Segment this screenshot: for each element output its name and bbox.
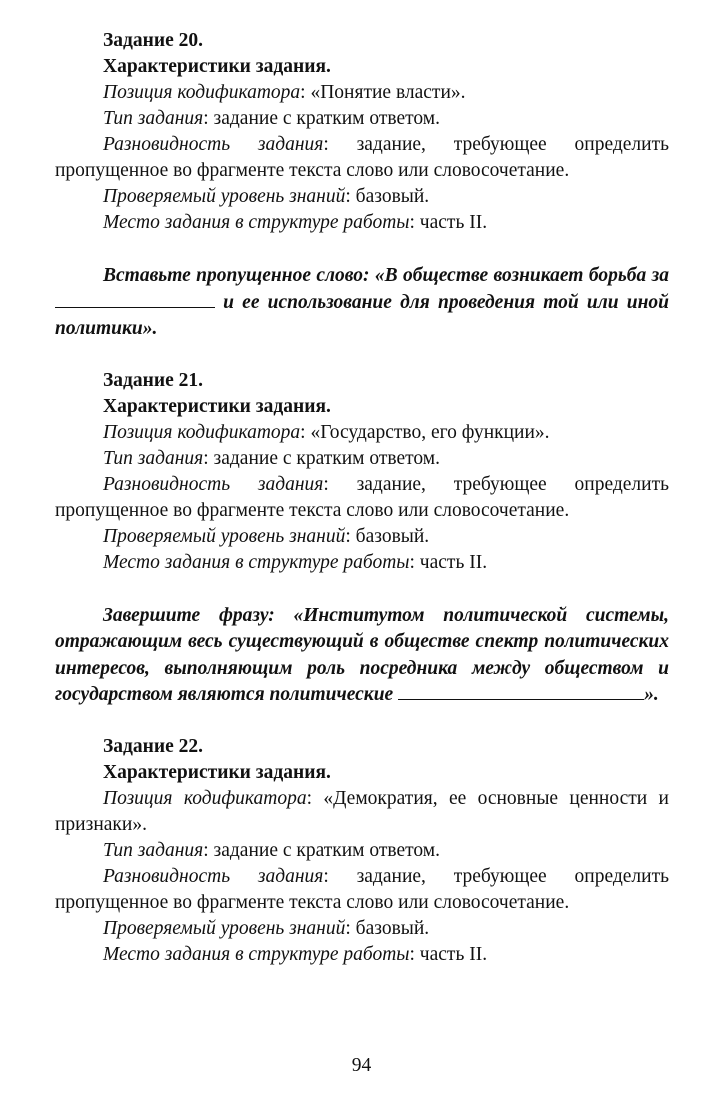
place-label: Место задания в структуре работы [103, 943, 410, 965]
task-20 [55, 28, 669, 343]
level-line [55, 916, 669, 942]
task-prompt [55, 603, 669, 709]
level-value: : базовый. [345, 186, 430, 207]
task-title: Задание 22. [103, 735, 204, 757]
place-value: : часть II. [409, 551, 488, 573]
answer-blank [398, 698, 644, 700]
type-value: : задание с кратким ответом. [203, 447, 441, 469]
level-label: Проверяемый уровень знаний [103, 186, 346, 207]
variety-line [55, 132, 669, 184]
task-title: Задание 20. [103, 30, 204, 51]
prompt-text-before: Вставьте пропущенное слово: «В обществе возникает борьба за [103, 265, 669, 286]
codifier-value: : «Понятие власти». [300, 82, 466, 103]
codifier-label: Позиция кодификатора [103, 787, 307, 809]
prompt-text-after: ». [644, 684, 659, 705]
type-line [55, 106, 669, 132]
type-label: Тип задания [103, 447, 204, 469]
codifier-label: Позиция кодификатора [103, 421, 301, 443]
characteristics-heading: Характеристики задания. [103, 56, 331, 77]
variety-line [55, 472, 669, 524]
level-line [55, 184, 669, 210]
codifier-value: : «Демократия, ее основные ценности и признаки». [55, 787, 669, 835]
type-value: : задание с кратким ответом. [203, 839, 441, 861]
variety-label: Разновидность задания [103, 134, 324, 155]
place-value: : часть II. [409, 212, 488, 233]
type-line [55, 838, 669, 864]
place-line [55, 942, 669, 968]
place-line [55, 550, 669, 576]
codifier-line [55, 80, 669, 106]
type-label: Тип задания [103, 108, 204, 129]
variety-value: : задание, требующее определить пропущенное во фрагменте текста слово или словосочетание. [55, 865, 670, 913]
codifier-label: Позиция кодификатора [103, 82, 301, 103]
level-value: : базовый. [345, 525, 430, 547]
codifier-line [55, 786, 669, 838]
place-label: Место задания в структуре работы [103, 212, 410, 233]
place-value: : часть II. [409, 943, 488, 965]
page-number: 94 [351, 1055, 372, 1076]
type-value: : задание с кратким ответом. [203, 108, 441, 129]
prompt-text-before: Завершите фразу: «Институтом политической системы, отражающим весь существующий в обществе спектр политических интересов, выполняющим роль посредника между обществом и государством являются политические [55, 604, 669, 705]
level-line [55, 524, 669, 550]
task-22 [55, 734, 669, 968]
level-value: : базовый. [345, 917, 430, 939]
page-content [55, 28, 669, 968]
type-line [55, 446, 669, 472]
task-title: Задание 21. [103, 369, 204, 391]
codifier-line [55, 420, 669, 446]
task-21 [55, 368, 669, 709]
task-prompt [55, 263, 669, 343]
variety-label: Разновидность задания [103, 473, 324, 495]
characteristics-heading: Характеристики задания. [103, 395, 331, 417]
variety-label: Разновидность задания [103, 865, 324, 887]
answer-blank [55, 306, 215, 308]
prompt-text-after: и ее использование для проведения той или иной политики». [55, 291, 669, 339]
codifier-value: : «Государство, его функции». [300, 421, 550, 443]
characteristics-heading: Характеристики задания. [103, 761, 331, 783]
place-label: Место задания в структуре работы [103, 551, 410, 573]
type-label: Тип задания [103, 839, 204, 861]
variety-value: : задание, требующее определить пропущенное во фрагменте текста слово или словосочетание. [55, 134, 670, 181]
variety-line [55, 864, 669, 916]
level-label: Проверяемый уровень знаний [103, 525, 346, 547]
level-label: Проверяемый уровень знаний [103, 917, 346, 939]
variety-value: : задание, требующее определить пропущенное во фрагменте текста слово или словосочетание. [55, 473, 670, 521]
place-line [55, 210, 669, 236]
